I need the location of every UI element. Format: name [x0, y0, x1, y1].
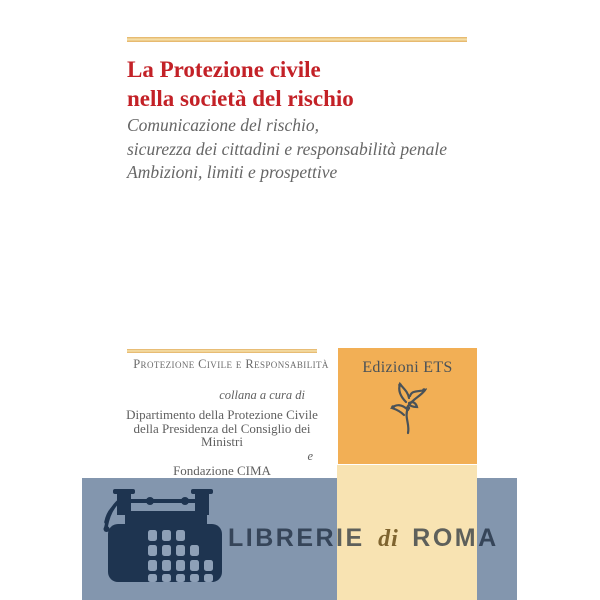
- collana-curator2: Fondazione CIMA: [173, 463, 271, 478]
- book-title: [127, 55, 487, 113]
- book-title-line2: nella società del rischio: [127, 86, 354, 111]
- watermark-di: di: [378, 526, 399, 552]
- publisher-box: [338, 348, 477, 464]
- book-subtitle-line1: Comunicazione del rischio,: [127, 115, 319, 135]
- book-subtitle-line2: sicurezza dei cittadini e responsabilità penale: [127, 138, 447, 159]
- collana-block: [113, 389, 331, 478]
- collana-curator1-line1: Dipartimento della Protezione Civile: [126, 406, 318, 422]
- book-subtitle-line3: Ambizioni, limiti e prospettive: [127, 162, 338, 182]
- top-gold-rule: [127, 37, 467, 42]
- book-subtitle: [127, 114, 507, 185]
- book-title-line1: La Protezione civile: [127, 57, 321, 82]
- ets-emblem-icon: [389, 381, 427, 435]
- typewriter-icon: [103, 486, 228, 586]
- watermark-librerie: LIBRERIE: [228, 524, 365, 552]
- collana-curator1-line2: della Presidenza del Consiglio dei Ministri: [133, 420, 311, 449]
- publisher-name: Edizioni ETS: [362, 359, 453, 376]
- watermark-store-name: [228, 524, 499, 553]
- collana-intro: collana a cura di: [219, 388, 305, 402]
- collana-conjunction: e: [307, 448, 313, 463]
- series-gold-rule: [127, 349, 317, 353]
- series-label: Protezione Civile e Responsabilità: [133, 357, 329, 371]
- watermark-roma: ROMA: [412, 524, 499, 552]
